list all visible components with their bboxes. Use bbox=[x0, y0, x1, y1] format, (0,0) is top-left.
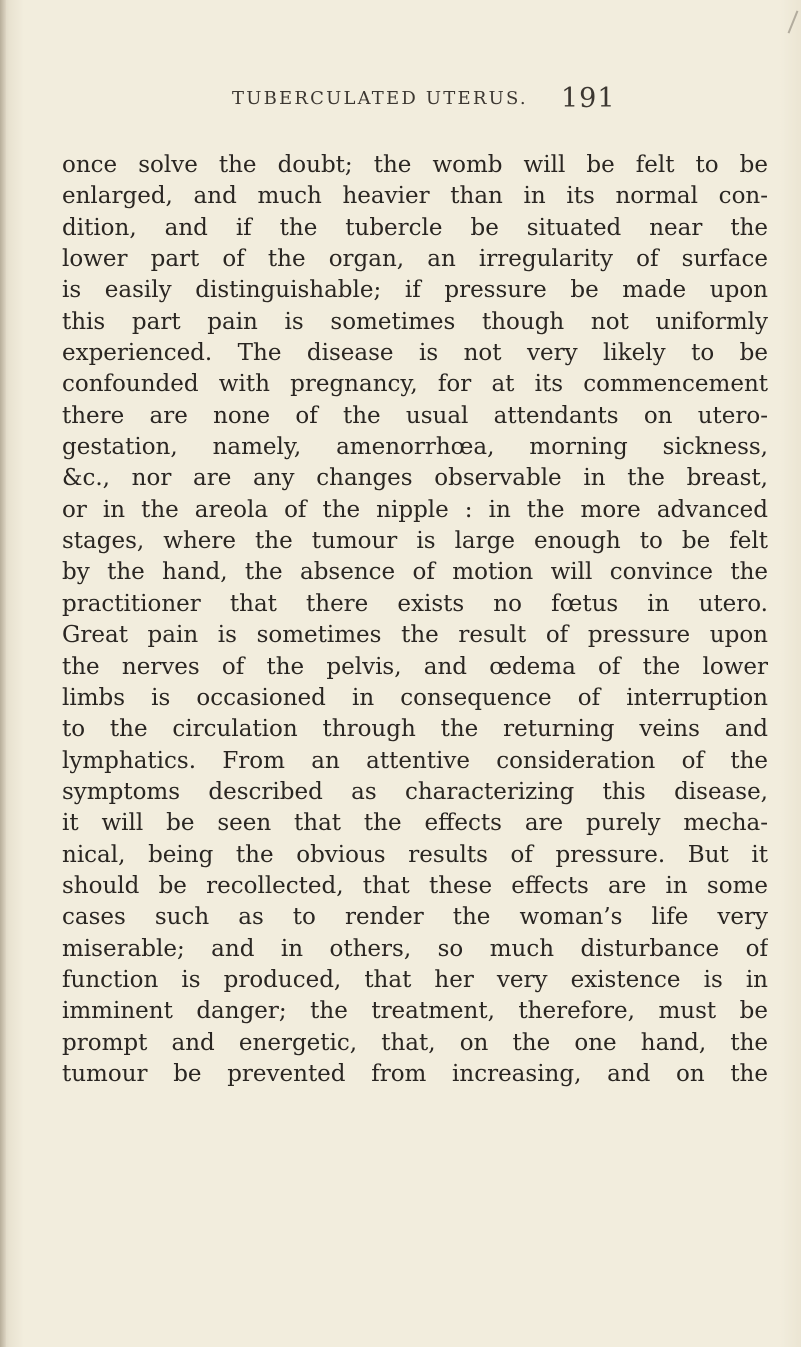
text-line: miserable; and in others, so much disturbance of bbox=[62, 935, 768, 962]
text-line: nical, being the obvious results of pressure. But it bbox=[62, 841, 768, 868]
text-line: prompt and energetic, that, on the one hand, the bbox=[62, 1029, 768, 1056]
body-text bbox=[62, 150, 768, 1090]
text-line: lymphatics. From an attentive consideration of the bbox=[62, 747, 768, 774]
text-line: enlarged, and much heavier than in its normal con- bbox=[62, 183, 768, 210]
text-line: to the circulation through the returning veins and bbox=[62, 716, 768, 743]
text-line: there are none of the usual attendants on utero- bbox=[62, 402, 768, 429]
text-line: is easily distinguishable; if pressure be made upon bbox=[62, 277, 768, 304]
text-line: imminent danger; the treatment, therefore, must be bbox=[62, 998, 768, 1025]
page-header bbox=[232, 83, 787, 122]
top-right-scratch-mark bbox=[788, 10, 799, 33]
text-line: &c., nor are any changes observable in the breast, bbox=[62, 465, 768, 492]
text-line: confounded with pregnancy, for at its commencement bbox=[62, 371, 768, 398]
text-line: by the hand, the absence of motion will convince the bbox=[62, 559, 768, 586]
running-title: TUBERCULATED UTERUS. bbox=[232, 88, 528, 109]
text-line: limbs is occasioned in consequence of interruption bbox=[62, 684, 768, 711]
text-line: this part pain is sometimes though not uniformly bbox=[62, 308, 768, 335]
text-line: dition, and if the tubercle be situated near the bbox=[62, 214, 768, 241]
text-line: gestation, namely, amenorrhœa, morning sickness, bbox=[62, 434, 768, 461]
text-line: or in the areola of the nipple : in the more advanced bbox=[62, 496, 768, 523]
text-line: practitioner that there exists no fœtus in utero. bbox=[62, 590, 768, 617]
text-line: function is produced, that her very existence is in bbox=[62, 966, 768, 993]
text-line: lower part of the organ, an irregularity of surface bbox=[62, 246, 768, 273]
text-line: the nerves of the pelvis, and œdema of the lower bbox=[62, 653, 768, 680]
text-line: once solve the doubt; the womb will be felt to be bbox=[62, 152, 768, 178]
text-line: experienced. The disease is not very likely to be bbox=[62, 340, 768, 367]
text-line: symptoms described as characterizing this disease, bbox=[62, 778, 768, 805]
text-line: should be recollected, that these effects are in some bbox=[62, 872, 768, 899]
text-line: cases such as to render the woman’s life very bbox=[62, 904, 768, 931]
page-left-binding-shadow bbox=[0, 0, 6, 1347]
text-line: it will be seen that the effects are purely mecha- bbox=[62, 810, 768, 837]
text-line: Great pain is sometimes the result of pressure upon bbox=[62, 622, 768, 649]
text-line: stages, where the tumour is large enough to be felt bbox=[62, 528, 768, 555]
text-line: tumour be prevented from increasing, and on the bbox=[62, 1060, 768, 1087]
page-number: 191 bbox=[561, 83, 616, 114]
